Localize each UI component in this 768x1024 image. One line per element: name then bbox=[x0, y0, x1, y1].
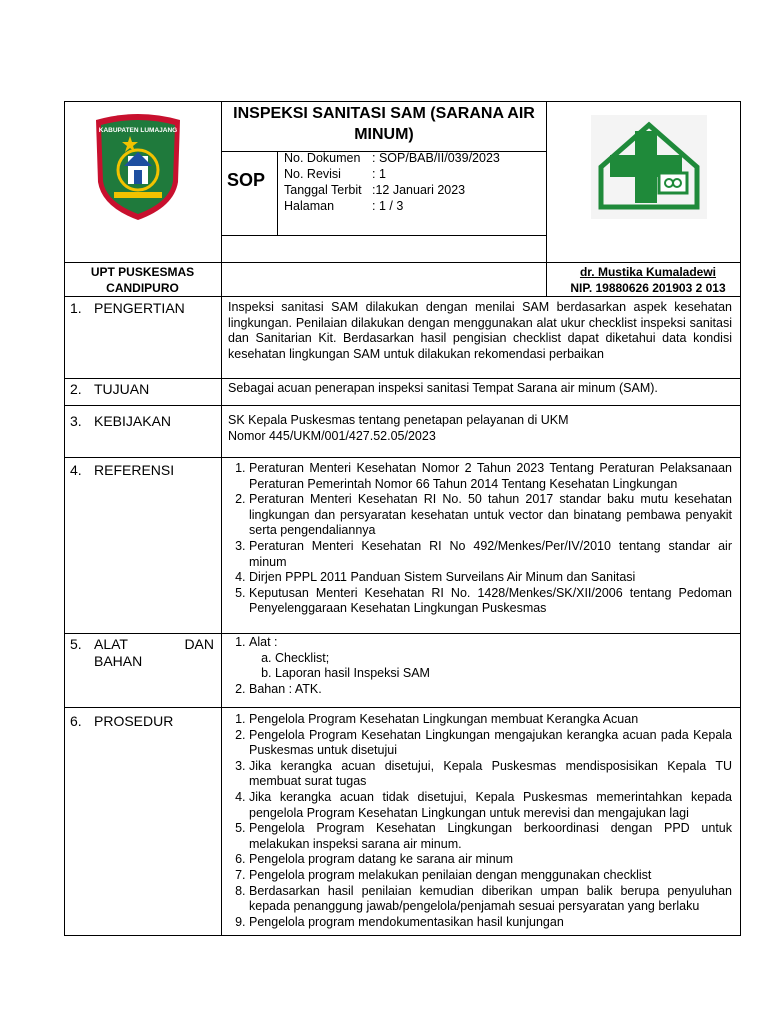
signer-nip: NIP. 19880626 201903 2 013 bbox=[570, 281, 726, 295]
list-item: 5. Pengelola Program Kesehatan Lingkungan berkoordinasi dengan PPD untuk melakukan inspeksi sarana air minum. bbox=[249, 821, 732, 852]
section-alat-label: 5. ALAT DAN BAHAN bbox=[70, 636, 214, 669]
revision-label: No. Revisi bbox=[284, 167, 341, 181]
section-prosedur-list bbox=[228, 712, 732, 930]
list-item: 4. Jika kerangka acuan tidak disetujui, Kepala Puskesmas memerintahkan kepada pengelola Program Kesehatan Lingkungan untuk merevisi dan mengajukan lagi bbox=[249, 790, 732, 821]
section-tujuan-text: Sebagai acuan penerapan inspeksi sanitasi Tempat Sarana air minum (SAM). bbox=[228, 381, 658, 395]
list-item: 1. Pengelola Program Kesehatan Lingkungan membuat Kerangka Acuan bbox=[249, 712, 732, 728]
issue-date-value: :12 Januari 2023 bbox=[372, 183, 466, 197]
section-tujuan-label: 2. TUJUAN bbox=[70, 381, 150, 397]
kabupaten-logo bbox=[90, 112, 186, 222]
doc-number-label: No. Dokumen bbox=[284, 151, 361, 165]
page-value: : 1 / 3 bbox=[372, 199, 404, 213]
list-item: 4. Dirjen PPPL 2011 Panduan Sistem Surveilans Air Minum dan Sanitasi bbox=[249, 570, 732, 586]
page-row bbox=[284, 198, 403, 214]
list-item: 2. Pengelola Program Kesehatan Lingkungan mengajukan kerangka acuan pada Kepala Puskesmas untuk disetujui bbox=[249, 728, 732, 759]
list-item: 6. Pengelola program datang ke sarana air minum bbox=[249, 852, 732, 868]
signer-block bbox=[556, 264, 740, 296]
org-name: UPT PUSKESMAS CANDIPURO bbox=[90, 265, 195, 295]
section-kebijakan-label: 3. KEBIJAKAN bbox=[70, 413, 172, 429]
section-prosedur-label: 6. PROSEDUR bbox=[70, 713, 174, 729]
list-item: b. Laporan hasil Inspeksi SAM bbox=[275, 666, 732, 682]
doc-number-row bbox=[284, 150, 500, 166]
list-item: 5. Keputusan Menteri Kesehatan RI No. 1428/Menkes/SK/XII/2006 tentang Pedoman Penyelenggaraan Kesehatan Lingkungan Puskesmas bbox=[249, 586, 732, 617]
list-item: 3. Jika kerangka acuan disetujui, Kepala Puskesmas mendisposisikan Kepala TU membuat surat tugas bbox=[249, 759, 732, 790]
list-item: 2. Bahan : ATK. bbox=[249, 682, 732, 698]
document-title: INSPEKSI SANITASI SAM (SARANA AIR MINUM) bbox=[233, 105, 535, 143]
section-referensi-list bbox=[228, 461, 732, 617]
issue-date-label: Tanggal Terbit bbox=[284, 183, 362, 197]
section-kebijakan-text: SK Kepala Puskesmas tentang penetapan pelayanan di UKM Nomor 445/UKM/001/427.52.05/2023 bbox=[228, 413, 569, 443]
list-item: 7. Pengelola program melakukan penilaian dengan menggunakan checklist bbox=[249, 868, 732, 884]
list-item: a. Checklist; bbox=[275, 651, 732, 667]
sop-label: SOP bbox=[227, 170, 266, 190]
list-item: 2. Peraturan Menteri Kesehatan RI No. 50 tahun 2017 standar baku mutu kesehatan lingkungan dan persyaratan kesehatan untuk vector dan binatang pembawa penyakit serta pengendaliannya bbox=[249, 492, 732, 539]
signer-name: dr. Mustika Kumaladewi bbox=[579, 265, 717, 279]
section-pengertian-text: Inspeksi sanitasi SAM dilakukan dengan menilai SAM berdasarkan aspek kesehatan lingkungan. Penilaian dilakukan dengan menggunakan alat ukur checklist inspeksi sanitasi dan Sanitarian Kit. Berdasarkan hasil pengisian checklist dapat diketahui data kondisi kesehatan lingkungan SAM untuk dilakukan rekomendasi perbaikan bbox=[228, 300, 732, 361]
issue-date-row bbox=[284, 182, 465, 198]
list-item: 9. Pengelola program mendokumentasikan hasil kunjungan bbox=[249, 915, 732, 931]
revision-row bbox=[284, 166, 386, 182]
puskesmas-logo bbox=[591, 115, 707, 219]
list-item: 8. Berdasarkan hasil penilaian kemudian diberikan umpan balik berupa penyuluhan kepada penanggung jawab/pengelola/penjamah sesuai persyaratan yang berlaku bbox=[249, 884, 732, 915]
page-label: Halaman bbox=[284, 199, 335, 213]
section-pengertian-label: 1. PENGERTIAN bbox=[70, 300, 185, 316]
list-item: 1. Alat : a. Checklist; b. Laporan hasil Inspeksi SAM bbox=[249, 635, 732, 682]
section-referensi-label: 4. REFERENSI bbox=[70, 462, 175, 478]
list-item: 3. Peraturan Menteri Kesehatan RI No 492/Menkes/Per/IV/2010 tentang standar air minum bbox=[249, 539, 732, 570]
svg-text:KABUPATEN LUMAJANG: KABUPATEN LUMAJANG bbox=[98, 127, 178, 134]
list-item: 1. Peraturan Menteri Kesehatan Nomor 2 Tahun 2023 Tentang Peraturan Pelaksanaan Peraturan Pemerintah Nomor 66 Tahun 2014 Tentang Kesehatan Lingkungan bbox=[249, 461, 732, 492]
revision-value: : 1 bbox=[372, 167, 386, 181]
section-alat-list bbox=[228, 635, 732, 697]
doc-number-value: : SOP/BAB/II/039/2023 bbox=[372, 151, 500, 165]
